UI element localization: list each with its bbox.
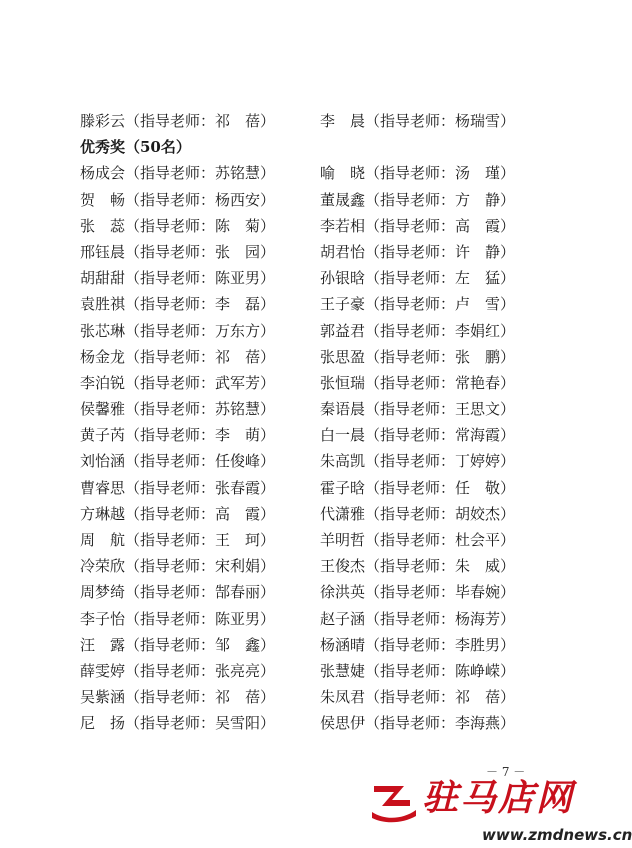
entry-left: 黄子芮（指导老师：李 萌） <box>80 426 276 445</box>
entry-right: 朱高凯（指导老师：丁婷婷） <box>320 452 516 471</box>
entry-left: 杨金龙（指导老师：祁 蓓） <box>80 347 276 366</box>
list-row <box>80 160 550 186</box>
entry-right: 喻 晓（指导老师：汤 瑾） <box>320 164 516 183</box>
entry-left: 侯馨雅（指导老师：苏铭慧） <box>80 400 276 419</box>
list-row <box>80 213 550 239</box>
list-row <box>80 527 550 553</box>
list-row <box>80 344 550 370</box>
entry-left: 吴紫涵（指导老师：祁 蓓） <box>80 688 276 707</box>
entry-right: 徐洪英（指导老师：毕春婉） <box>320 583 516 602</box>
entry-left: 方琳越（指导老师：高 霞） <box>80 504 276 523</box>
list-row <box>80 606 550 632</box>
entry-right: 董晟鑫（指导老师：方 静） <box>320 190 516 209</box>
list-row <box>80 553 550 579</box>
entry-left: 张芯琳（指导老师：万东方） <box>80 321 276 340</box>
list-row <box>80 108 550 134</box>
entry-left: 冷荣欣（指导老师：宋利娟） <box>80 557 276 576</box>
entry-left: 尼 扬（指导老师：吴雪阳） <box>80 714 276 733</box>
list-row <box>80 579 550 605</box>
entry-right: 郭益君（指导老师：李娟红） <box>320 321 516 340</box>
entry-right: 羊明哲（指导老师：杜会平） <box>320 531 516 549</box>
list-row <box>80 710 550 736</box>
entry-right: 张恒瑞（指导老师：常艳春） <box>320 373 516 392</box>
list-row <box>80 396 550 422</box>
entry-left: 刘怡涵（指导老师：任俊峰） <box>80 452 276 471</box>
entry-left: 周梦绮（指导老师：郜春丽） <box>80 583 276 602</box>
entry-left: 周 航（指导老师：王 珂） <box>80 531 276 549</box>
list-row <box>80 475 550 501</box>
entry-right: 孙银晗（指导老师：左 猛） <box>320 269 516 288</box>
entry-left: 曹睿思（指导老师：张春霞） <box>80 478 276 497</box>
list-row <box>80 370 550 396</box>
entry-left: 胡甜甜（指导老师：陈亚男） <box>80 269 276 288</box>
entry-right: 侯思伊（指导老师：李海燕） <box>320 714 516 733</box>
page-number: － 7 － <box>486 765 526 779</box>
entry-right: 张慧婕（指导老师：陈峥嵘） <box>320 661 516 680</box>
entry-right: 张思盈（指导老师：张 鹏） <box>320 347 516 366</box>
entry-left: 李泊锐（指导老师：武军芳） <box>80 373 276 392</box>
list-row <box>80 501 550 527</box>
entry-left: 滕彩云（指导老师：祁 蓓） <box>80 112 276 130</box>
entry-left: 杨成会（指导老师：苏铭慧） <box>80 164 276 183</box>
entries-list <box>80 160 550 736</box>
list-row <box>80 291 550 317</box>
entry-left: 袁胜祺（指导老师：李 磊） <box>80 295 276 314</box>
entry-right: 秦语晨（指导老师：王思文） <box>320 400 516 419</box>
list-row <box>80 265 550 291</box>
entry-right: 王子豪（指导老师：卢 雪） <box>320 295 516 314</box>
section-title: 优秀奖（50名） <box>80 138 191 157</box>
list-row <box>80 187 550 213</box>
entry-left: 张 蕊（指导老师：陈 菊） <box>80 216 276 235</box>
watermark-url: www.zmdnews.cn <box>482 826 632 844</box>
brand-logo-icon <box>370 780 418 824</box>
list-row <box>80 684 550 710</box>
award-list <box>80 108 550 737</box>
entry-right: 代潇雅（指导老师：胡姣杰） <box>320 504 516 523</box>
entry-right: 王俊杰（指导老师：朱 威） <box>320 557 516 576</box>
list-row <box>80 632 550 658</box>
entry-right: 李若相（指导老师：高 霞） <box>320 216 516 235</box>
site-watermark <box>370 776 632 848</box>
entry-right: 赵子涵（指导老师：杨海芳） <box>320 609 516 628</box>
watermark-title: 驻马店网 <box>422 778 575 819</box>
entry-left: 汪 露（指导老师：邹 鑫） <box>80 635 276 654</box>
list-row <box>80 422 550 448</box>
list-row <box>80 658 550 684</box>
list-row <box>80 318 550 344</box>
list-row <box>80 239 550 265</box>
entry-right: 李 晨（指导老师：杨瑞雪） <box>320 112 516 130</box>
entry-right: 胡君怡（指导老师：许 静） <box>320 242 516 261</box>
entry-right: 杨涵晴（指导老师：李胜男） <box>320 635 516 654</box>
entry-left: 薛雯婷（指导老师：张亮亮） <box>80 661 276 680</box>
entry-left: 李子怡（指导老师：陈亚男） <box>80 609 276 628</box>
entry-right: 白一晨（指导老师：常海霞） <box>320 426 516 445</box>
entry-right: 霍子晗（指导老师：任 敬） <box>320 478 516 497</box>
list-row <box>80 448 550 474</box>
entry-left: 贺 畅（指导老师：杨西安） <box>80 190 276 209</box>
entry-left: 邢钰晨（指导老师：张 园） <box>80 242 276 261</box>
entry-right: 朱凤君（指导老师：祁 蓓） <box>320 688 516 707</box>
